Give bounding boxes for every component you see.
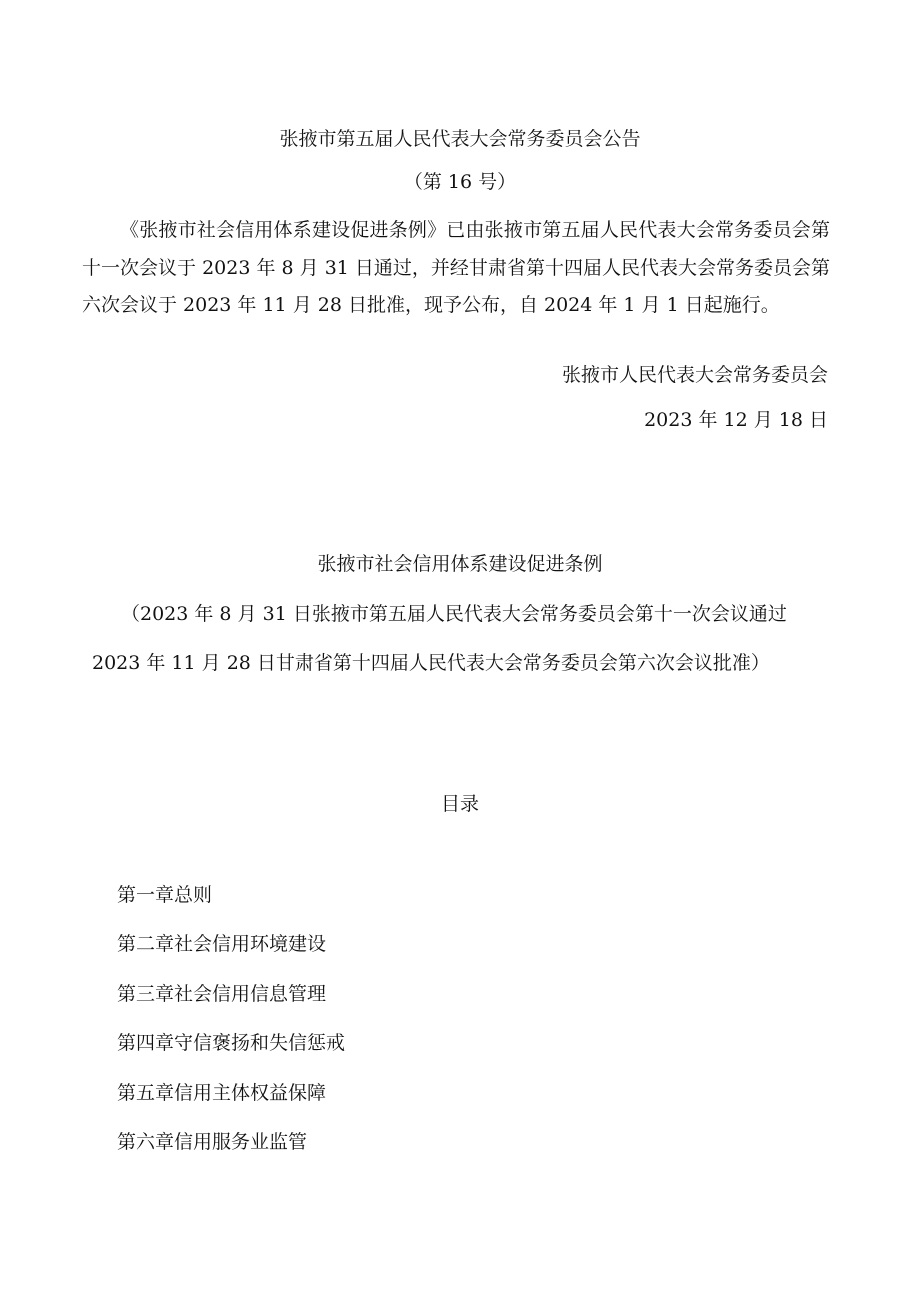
- table-of-contents: [117, 886, 345, 1182]
- regulation-note-line2: 2023 年 11 月 28 日甘肃省第十四届人民代表大会常务委员会第六次会议批准）: [92, 652, 770, 674]
- toc-item-chapter-3: 第三章社会信用信息管理: [117, 982, 327, 1005]
- toc-heading: 目录: [440, 793, 479, 815]
- toc-item-chapter-4: 第四章守信褒扬和失信惩戒: [117, 1032, 346, 1055]
- toc-item-chapter-5: 第五章信用主体权益保障: [117, 1081, 327, 1104]
- announcement-number: （第 16 号）: [403, 171, 517, 193]
- regulation-title: 张掖市社会信用体系建设促进条例: [317, 553, 603, 575]
- announcement-body: 《张掖市社会信用体系建设促进条例》已由张掖市第五届人民代表大会常务委员会第十一次会议于 2023 年 8 月 31 日通过，并经甘肃省第十四届人民代表大会常务委员会第六次会议于 2023 年 11 月 28 日批准，现予公布，自 2024 年 1 月 1 日起施行。: [82, 219, 830, 316]
- announcement-signature: 张掖市人民代表大会常务委员会: [561, 364, 828, 386]
- toc-item-chapter-6: 第六章信用服务业监管: [117, 1130, 308, 1153]
- announcement-date: 2023 年 12 月 18 日: [644, 409, 828, 431]
- announcement-title: 张掖市第五届人民代表大会常务委员会公告: [279, 128, 641, 150]
- regulation-note-line1: （2023 年 8 月 31 日张掖市第五届人民代表大会常务委员会第十一次会议通过: [121, 603, 787, 625]
- toc-item-chapter-2: 第二章社会信用环境建设: [117, 933, 327, 956]
- toc-item-chapter-1: 第一章总则: [117, 884, 213, 906]
